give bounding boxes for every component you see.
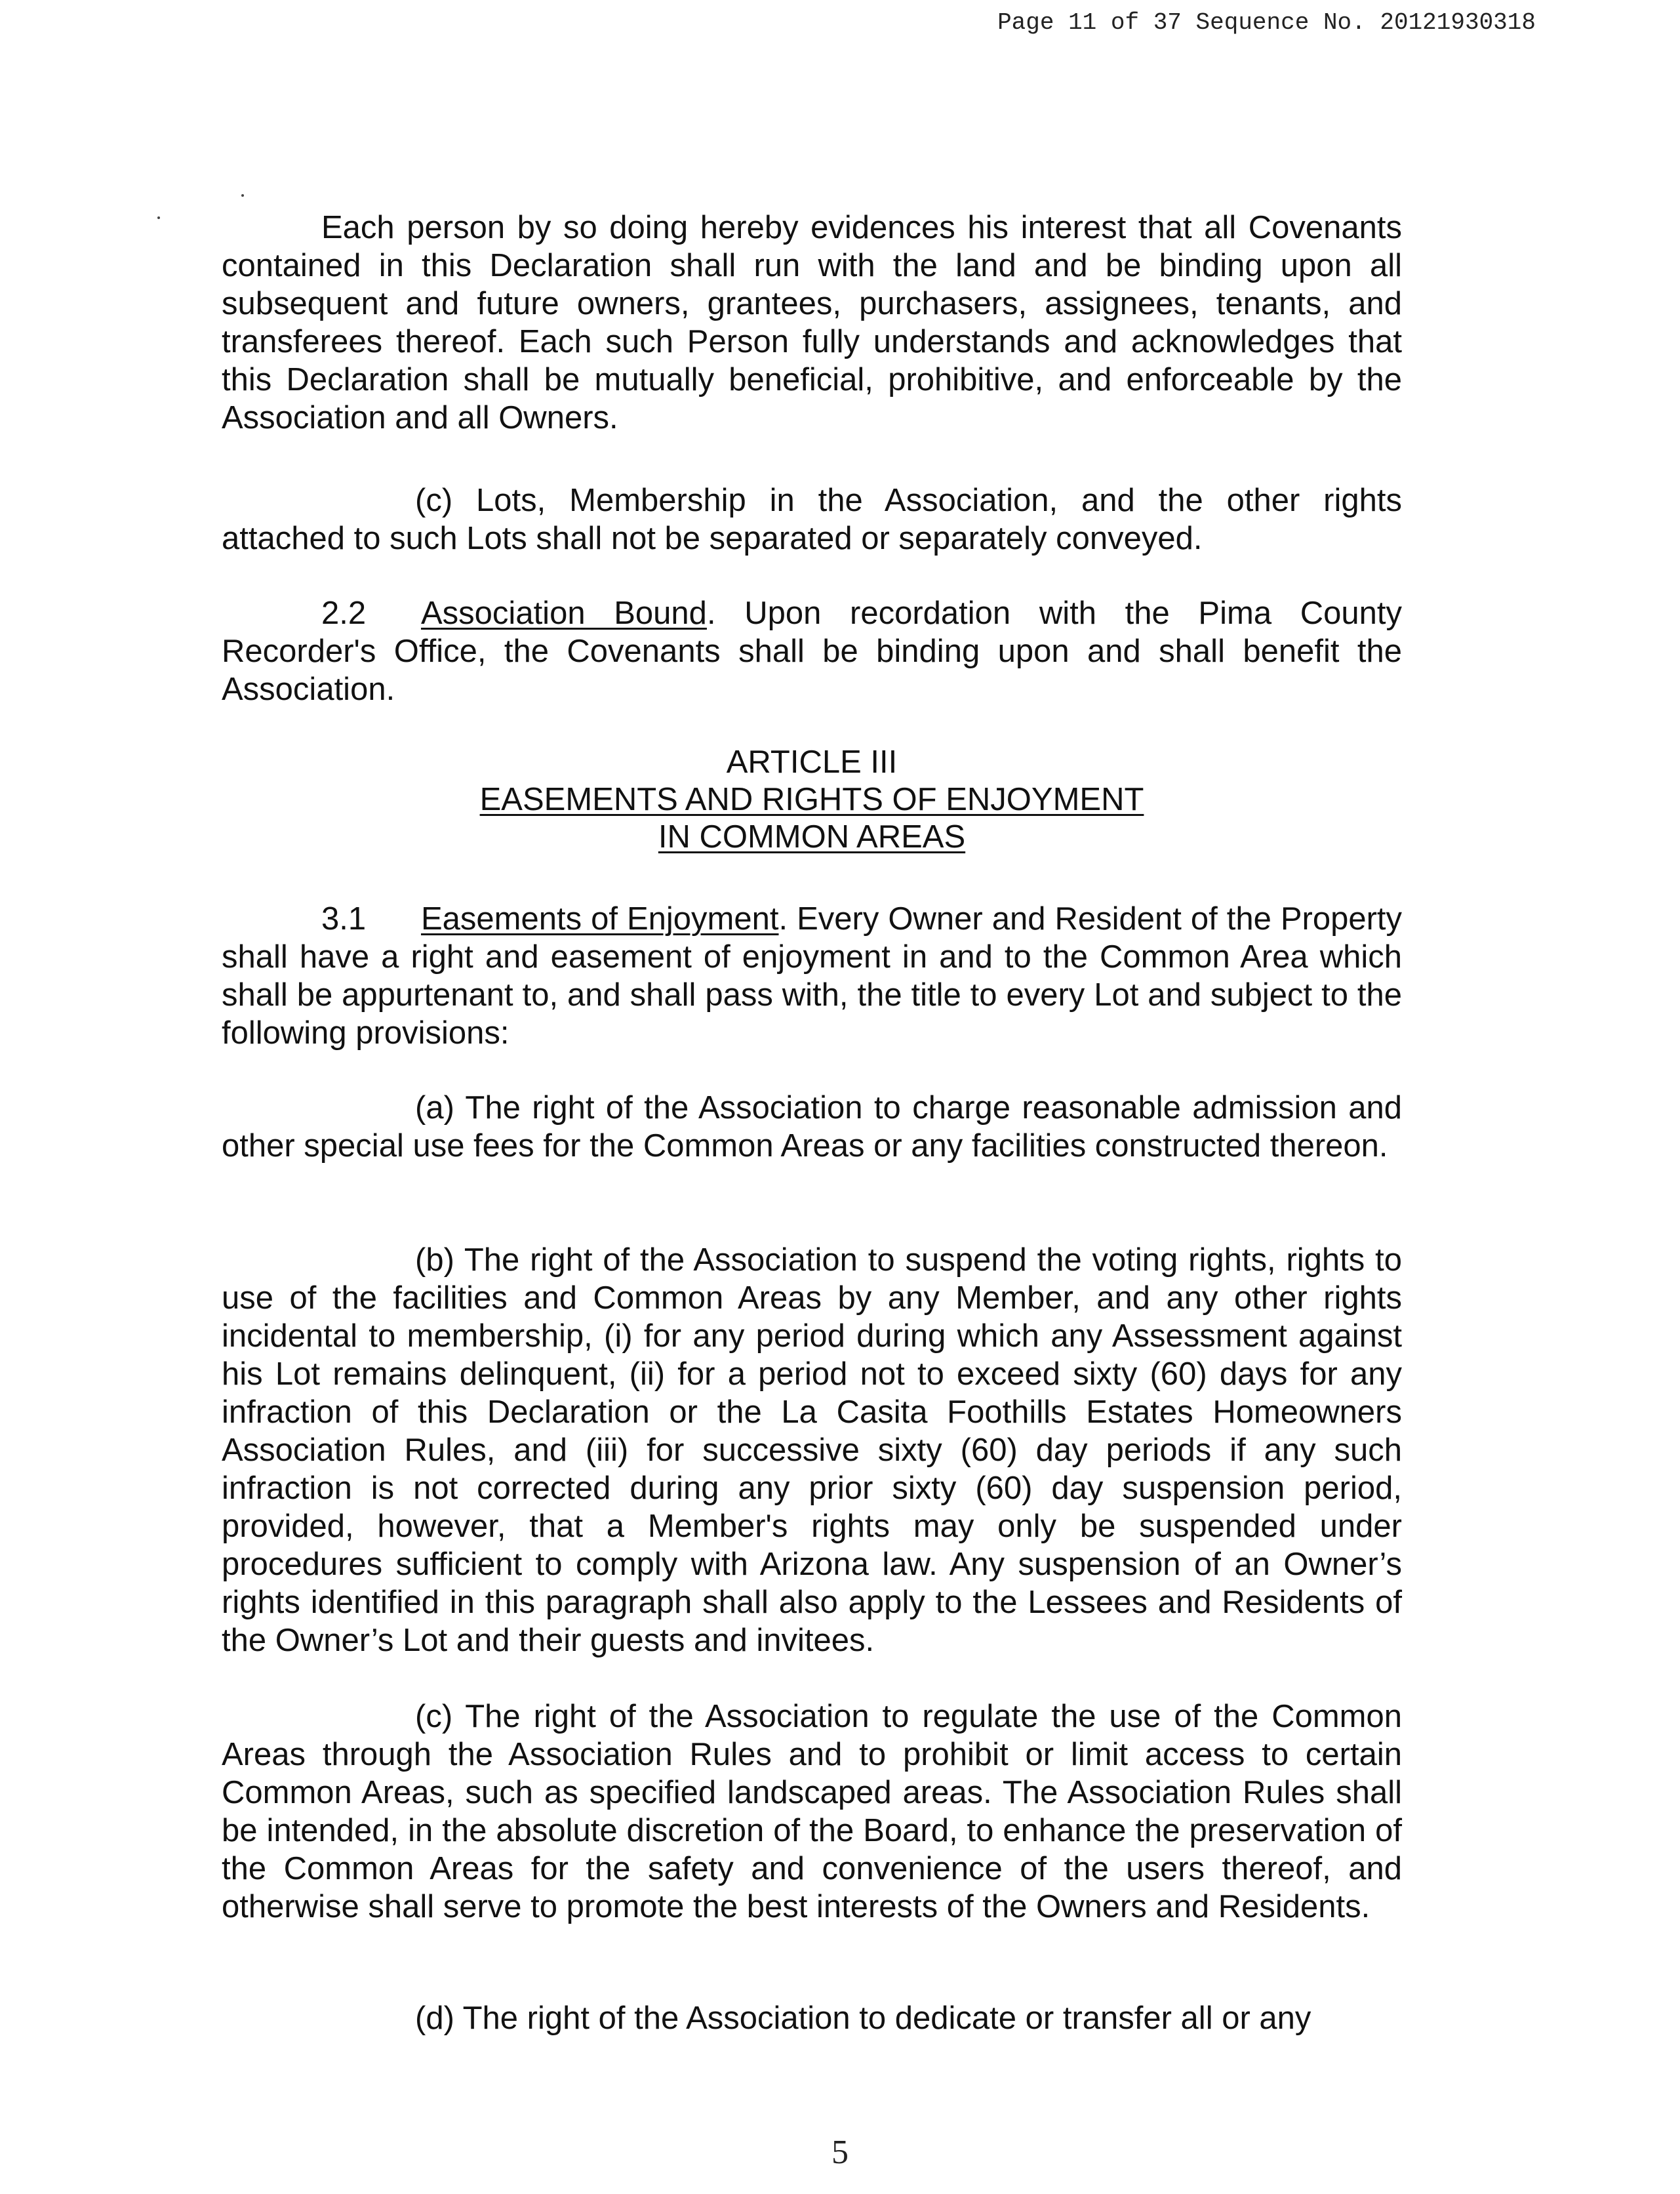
- article-title-line-2: IN COMMON AREAS: [658, 819, 966, 855]
- paragraph-d-dedicate-transfer: (d) The right of the Association to dedicate or transfer all or any: [415, 2001, 1311, 2036]
- paragraph-c-regulate-use: (c) The right of the Association to regulate the use of the Common Areas through the Association Rules and to prohibit or limit access to certain Common Areas, such as specified landscaped areas. The Association Rules shall be intended, in the absolute discretion of the Board, to enhance the preservation of the Common Areas for the safety and convenience of the users thereof, and otherwise shall serve to promote the best interests of the Owners and Residents.: [222, 1699, 1402, 1924]
- section-2-2-title: Association Bound: [421, 596, 707, 631]
- paragraph-c-lots-membership: (c) Lots, Membership in the Association, and the other rights attached to such Lots shall not be separated or separately conveyed.: [222, 483, 1402, 556]
- article-number: ARTICLE III: [726, 744, 898, 780]
- paragraph-covenants-binding: Each person by so doing hereby evidences his interest that all Covenants contained in this Declaration shall run with the land and be binding upon all subsequent and future owners, grantees, purchasers, assignees, tenants, and transferees thereof. Each such Person fully understands and acknowledges that this Declaration shall be mutually beneficial, prohibitive, and enforceable by the Association and all Owners.: [222, 210, 1402, 436]
- paragraph-b-suspend-rights: (b) The right of the Association to suspend the voting rights, rights to use of the facilities and Common Areas by any Member, and any other rights incidental to membership, (i) for any period during which any Assessment against his Lot remains delinquent, (ii) for a period not to exceed sixty (60) days for any infraction of this Declaration or the La Casita Foothills Estates Homeowners Association Rules, and (iii) for successive sixty (60) day periods if any such infraction is not corrected during any prior sixty (60) day suspension period, provided, however, that a Member's rights may only be suspended under procedures sufficient to comply with Arizona law. Any suspension of an Owner’s rights identified in this paragraph shall also apply to the Lessees and Residents of the Owner’s Lot and their guests and invitees.: [222, 1242, 1402, 1658]
- section-2-2-association-bound: 2.2 Association Bound. Upon recordation with the Pima County Recorder's Office, the Covenants shall be binding upon and shall benefit the Association.: [222, 596, 1402, 707]
- page-header: Page 11 of 37 Sequence No. 20121930318: [997, 9, 1536, 36]
- scan-speck: [241, 194, 244, 197]
- scan-speck: [157, 216, 160, 219]
- section-3-1-easements-of-enjoyment: 3.1 Easements of Enjoyment. Every Owner and Resident of the Property shall have a right and easement of enjoyment in and to the Common Area which shall be appurtenant to, and shall pass with, the title to every Lot and subject to the following provisions:: [222, 901, 1403, 1051]
- section-3-1-title: Easements of Enjoyment: [421, 901, 779, 937]
- article-heading: [222, 744, 1402, 856]
- article-title-line-1: EASEMENTS AND RIGHTS OF ENJOYMENT: [479, 782, 1144, 817]
- page-number: 5: [831, 2134, 849, 2171]
- paragraph-a-admission-fees: (a) The right of the Association to charge reasonable admission and other special use fees for the Common Areas or any facilities constructed thereon.: [222, 1090, 1402, 1164]
